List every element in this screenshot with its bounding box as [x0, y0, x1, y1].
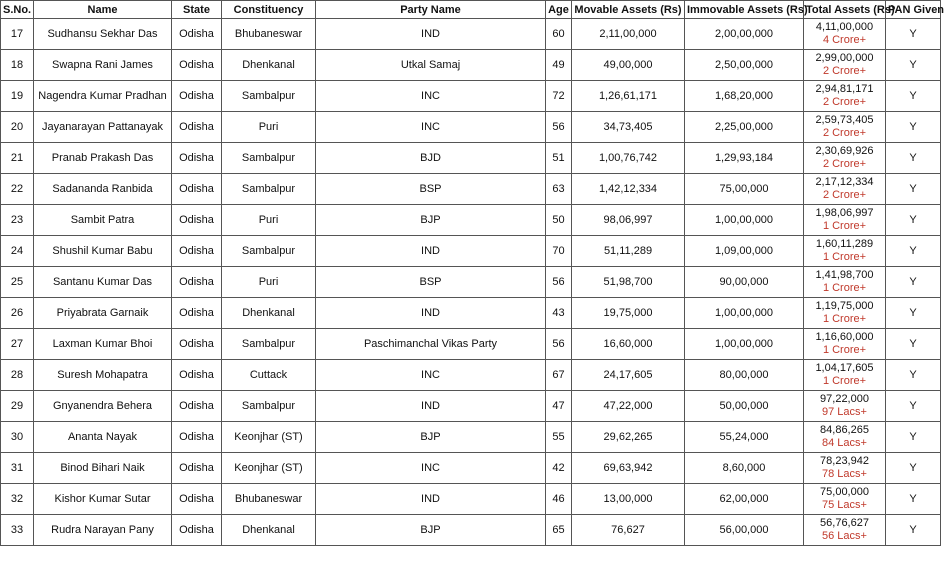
cell-sno: 20	[1, 112, 34, 143]
total-value: 97,22,000	[820, 393, 869, 405]
header-party: Party Name	[316, 1, 546, 19]
total-words: 78 Lacs+	[822, 468, 867, 480]
cell-movable: 51,11,289	[572, 236, 685, 267]
total-value: 1,41,98,700	[815, 269, 874, 281]
cell-immovable: 1,68,20,000	[685, 81, 804, 112]
header-constituency: Constituency	[222, 1, 316, 19]
cell-constituency: Puri	[222, 205, 316, 236]
cell-immovable: 50,00,000	[685, 391, 804, 422]
header-row	[1, 1, 941, 19]
cell-age: 46	[546, 484, 572, 515]
cell-immovable: 2,25,00,000	[685, 112, 804, 143]
cell-pan: Y	[886, 298, 941, 329]
cell-state: Odisha	[172, 205, 222, 236]
cell-age: 51	[546, 143, 572, 174]
cell-movable: 49,00,000	[572, 50, 685, 81]
total-value: 4,11,00,000	[815, 21, 874, 33]
cell-party: INC	[316, 81, 546, 112]
cell-movable: 69,63,942	[572, 453, 685, 484]
cell-sno: 33	[1, 515, 34, 546]
cell-sno: 25	[1, 267, 34, 298]
cell-state: Odisha	[172, 143, 222, 174]
cell-sno: 18	[1, 50, 34, 81]
cell-constituency: Sambalpur	[222, 329, 316, 360]
cell-immovable: 75,00,000	[685, 174, 804, 205]
cell-age: 63	[546, 174, 572, 205]
total-words: 1 Crore+	[822, 282, 867, 294]
table-row	[1, 515, 941, 546]
cell-sno: 32	[1, 484, 34, 515]
table-row	[1, 298, 941, 329]
total-words: 84 Lacs+	[822, 437, 867, 449]
total-words: 75 Lacs+	[822, 499, 867, 511]
cell-pan: Y	[886, 205, 941, 236]
total-value: 78,23,942	[820, 455, 869, 467]
header-name: Name	[34, 1, 172, 19]
cell-age: 50	[546, 205, 572, 236]
total-words: 2 Crore+	[822, 158, 867, 170]
cell-state: Odisha	[172, 50, 222, 81]
cell-name: Gnyanendra Behera	[34, 391, 172, 422]
cell-state: Odisha	[172, 267, 222, 298]
cell-name: Suresh Mohapatra	[34, 360, 172, 391]
cell-immovable: 1,00,00,000	[685, 329, 804, 360]
total-value: 1,19,75,000	[815, 300, 874, 312]
total-words: 1 Crore+	[822, 344, 867, 356]
cell-name: Jayanarayan Pattanayak	[34, 112, 172, 143]
cell-age: 56	[546, 267, 572, 298]
table-row	[1, 19, 941, 50]
total-words: 2 Crore+	[822, 65, 867, 77]
cell-name: Nagendra Kumar Pradhan	[34, 81, 172, 112]
cell-party: BSP	[316, 267, 546, 298]
cell-immovable: 56,00,000	[685, 515, 804, 546]
cell-total	[804, 453, 886, 484]
cell-constituency: Sambalpur	[222, 143, 316, 174]
cell-immovable: 55,24,000	[685, 422, 804, 453]
table-row	[1, 360, 941, 391]
cell-sno: 17	[1, 19, 34, 50]
cell-immovable: 1,09,00,000	[685, 236, 804, 267]
cell-state: Odisha	[172, 391, 222, 422]
cell-pan: Y	[886, 267, 941, 298]
cell-age: 49	[546, 50, 572, 81]
cell-name: Swapna Rani James	[34, 50, 172, 81]
table-row	[1, 81, 941, 112]
cell-name: Binod Bihari Naik	[34, 453, 172, 484]
cell-state: Odisha	[172, 484, 222, 515]
cell-pan: Y	[886, 112, 941, 143]
cell-pan: Y	[886, 236, 941, 267]
cell-state: Odisha	[172, 19, 222, 50]
cell-immovable: 62,00,000	[685, 484, 804, 515]
total-value: 2,94,81,171	[815, 83, 874, 95]
cell-state: Odisha	[172, 360, 222, 391]
table-row	[1, 112, 941, 143]
header-age: Age	[546, 1, 572, 19]
cell-constituency: Bhubaneswar	[222, 484, 316, 515]
cell-name: Sadananda Ranbida	[34, 174, 172, 205]
cell-name: Ananta Nayak	[34, 422, 172, 453]
cell-constituency: Puri	[222, 267, 316, 298]
total-value: 1,16,60,000	[815, 331, 874, 343]
table-row	[1, 453, 941, 484]
table-row	[1, 422, 941, 453]
cell-sno: 31	[1, 453, 34, 484]
cell-constituency: Bhubaneswar	[222, 19, 316, 50]
cell-constituency: Dhenkanal	[222, 50, 316, 81]
header-pan: PAN Given	[886, 1, 941, 19]
cell-sno: 26	[1, 298, 34, 329]
cell-movable: 1,00,76,742	[572, 143, 685, 174]
cell-movable: 98,06,997	[572, 205, 685, 236]
header-immovable: Immovable Assets (Rs)	[685, 1, 804, 19]
cell-immovable: 80,00,000	[685, 360, 804, 391]
cell-total	[804, 391, 886, 422]
header-total: Total Assets (Rs)	[804, 1, 886, 19]
total-value: 1,98,06,997	[815, 207, 874, 219]
cell-total	[804, 50, 886, 81]
total-value: 84,86,265	[820, 424, 869, 436]
cell-party: INC	[316, 453, 546, 484]
cell-age: 72	[546, 81, 572, 112]
table-row	[1, 143, 941, 174]
cell-age: 70	[546, 236, 572, 267]
total-words: 2 Crore+	[822, 127, 867, 139]
total-value: 75,00,000	[820, 486, 869, 498]
cell-state: Odisha	[172, 174, 222, 205]
cell-total	[804, 360, 886, 391]
table-row	[1, 391, 941, 422]
total-value: 2,59,73,405	[815, 114, 874, 126]
cell-movable: 1,42,12,334	[572, 174, 685, 205]
cell-sno: 22	[1, 174, 34, 205]
cell-immovable: 90,00,000	[685, 267, 804, 298]
cell-pan: Y	[886, 19, 941, 50]
cell-sno: 23	[1, 205, 34, 236]
total-value: 56,76,627	[820, 517, 869, 529]
cell-sno: 24	[1, 236, 34, 267]
table-row	[1, 205, 941, 236]
cell-name: Shushil Kumar Babu	[34, 236, 172, 267]
cell-movable: 76,627	[572, 515, 685, 546]
cell-constituency: Sambalpur	[222, 236, 316, 267]
cell-party: BJD	[316, 143, 546, 174]
cell-movable: 1,26,61,171	[572, 81, 685, 112]
table-row	[1, 267, 941, 298]
cell-party: INC	[316, 112, 546, 143]
cell-movable: 34,73,405	[572, 112, 685, 143]
cell-movable: 51,98,700	[572, 267, 685, 298]
cell-state: Odisha	[172, 453, 222, 484]
cell-total	[804, 19, 886, 50]
cell-state: Odisha	[172, 298, 222, 329]
cell-name: Laxman Kumar Bhoi	[34, 329, 172, 360]
total-words: 1 Crore+	[822, 313, 867, 325]
cell-pan: Y	[886, 174, 941, 205]
cell-movable: 2,11,00,000	[572, 19, 685, 50]
cell-immovable: 8,60,000	[685, 453, 804, 484]
cell-constituency: Keonjhar (ST)	[222, 422, 316, 453]
cell-constituency: Sambalpur	[222, 391, 316, 422]
cell-movable: 19,75,000	[572, 298, 685, 329]
cell-movable: 47,22,000	[572, 391, 685, 422]
cell-party: Paschimanchal Vikas Party	[316, 329, 546, 360]
cell-party: IND	[316, 484, 546, 515]
cell-total	[804, 112, 886, 143]
cell-total	[804, 205, 886, 236]
cell-age: 60	[546, 19, 572, 50]
header-state: State	[172, 1, 222, 19]
cell-age: 56	[546, 112, 572, 143]
total-value: 2,17,12,334	[815, 176, 874, 188]
cell-pan: Y	[886, 143, 941, 174]
total-words: 2 Crore+	[822, 189, 867, 201]
cell-party: INC	[316, 360, 546, 391]
cell-age: 56	[546, 329, 572, 360]
cell-party: IND	[316, 236, 546, 267]
cell-total	[804, 174, 886, 205]
cell-constituency: Dhenkanal	[222, 515, 316, 546]
total-value: 1,04,17,605	[815, 362, 874, 374]
cell-total	[804, 143, 886, 174]
cell-total	[804, 267, 886, 298]
cell-pan: Y	[886, 391, 941, 422]
cell-name: Pranab Prakash Das	[34, 143, 172, 174]
cell-constituency: Puri	[222, 112, 316, 143]
cell-pan: Y	[886, 360, 941, 391]
cell-party: IND	[316, 391, 546, 422]
cell-total	[804, 236, 886, 267]
table-row	[1, 329, 941, 360]
cell-total	[804, 422, 886, 453]
cell-pan: Y	[886, 515, 941, 546]
cell-sno: 28	[1, 360, 34, 391]
cell-party: IND	[316, 19, 546, 50]
header-movable: Movable Assets (Rs)	[572, 1, 685, 19]
cell-age: 47	[546, 391, 572, 422]
cell-name: Sudhansu Sekhar Das	[34, 19, 172, 50]
cell-state: Odisha	[172, 112, 222, 143]
cell-party: BJP	[316, 205, 546, 236]
cell-name: Sambit Patra	[34, 205, 172, 236]
cell-movable: 29,62,265	[572, 422, 685, 453]
cell-constituency: Sambalpur	[222, 81, 316, 112]
cell-immovable: 1,00,00,000	[685, 205, 804, 236]
cell-age: 65	[546, 515, 572, 546]
cell-immovable: 2,00,00,000	[685, 19, 804, 50]
cell-name: Santanu Kumar Das	[34, 267, 172, 298]
cell-state: Odisha	[172, 81, 222, 112]
cell-movable: 16,60,000	[572, 329, 685, 360]
cell-sno: 19	[1, 81, 34, 112]
cell-pan: Y	[886, 453, 941, 484]
cell-constituency: Cuttack	[222, 360, 316, 391]
header-sno: S.No.	[1, 1, 34, 19]
table-body	[1, 19, 941, 546]
cell-immovable: 1,29,93,184	[685, 143, 804, 174]
total-value: 2,99,00,000	[815, 52, 874, 64]
cell-total	[804, 298, 886, 329]
cell-age: 55	[546, 422, 572, 453]
cell-name: Kishor Kumar Sutar	[34, 484, 172, 515]
total-value: 2,30,69,926	[815, 145, 874, 157]
cell-total	[804, 515, 886, 546]
cell-pan: Y	[886, 422, 941, 453]
total-words: 1 Crore+	[822, 375, 867, 387]
cell-state: Odisha	[172, 515, 222, 546]
cell-pan: Y	[886, 81, 941, 112]
total-words: 2 Crore+	[822, 96, 867, 108]
cell-constituency: Keonjhar (ST)	[222, 453, 316, 484]
cell-age: 67	[546, 360, 572, 391]
table-row	[1, 174, 941, 205]
cell-total	[804, 81, 886, 112]
total-words: 1 Crore+	[822, 251, 867, 263]
cell-party: Utkal Samaj	[316, 50, 546, 81]
cell-pan: Y	[886, 484, 941, 515]
cell-sno: 27	[1, 329, 34, 360]
cell-pan: Y	[886, 50, 941, 81]
cell-constituency: Sambalpur	[222, 174, 316, 205]
total-value: 1,60,11,289	[815, 238, 874, 250]
cell-sno: 30	[1, 422, 34, 453]
table-row	[1, 484, 941, 515]
cell-movable: 13,00,000	[572, 484, 685, 515]
table-row	[1, 50, 941, 81]
total-words: 4 Crore+	[822, 34, 867, 46]
cell-party: BJP	[316, 515, 546, 546]
cell-age: 43	[546, 298, 572, 329]
cell-state: Odisha	[172, 422, 222, 453]
cell-age: 42	[546, 453, 572, 484]
total-words: 1 Crore+	[822, 220, 867, 232]
cell-sno: 29	[1, 391, 34, 422]
cell-name: Rudra Narayan Pany	[34, 515, 172, 546]
cell-immovable: 1,00,00,000	[685, 298, 804, 329]
cell-total	[804, 484, 886, 515]
cell-name: Priyabrata Garnaik	[34, 298, 172, 329]
cell-total	[804, 329, 886, 360]
table-row	[1, 236, 941, 267]
cell-party: BSP	[316, 174, 546, 205]
cell-party: BJP	[316, 422, 546, 453]
total-words: 97 Lacs+	[822, 406, 867, 418]
cell-constituency: Dhenkanal	[222, 298, 316, 329]
total-words: 56 Lacs+	[822, 530, 867, 542]
cell-state: Odisha	[172, 329, 222, 360]
cell-movable: 24,17,605	[572, 360, 685, 391]
cell-pan: Y	[886, 329, 941, 360]
cell-state: Odisha	[172, 236, 222, 267]
cell-immovable: 2,50,00,000	[685, 50, 804, 81]
cell-sno: 21	[1, 143, 34, 174]
cell-party: IND	[316, 298, 546, 329]
